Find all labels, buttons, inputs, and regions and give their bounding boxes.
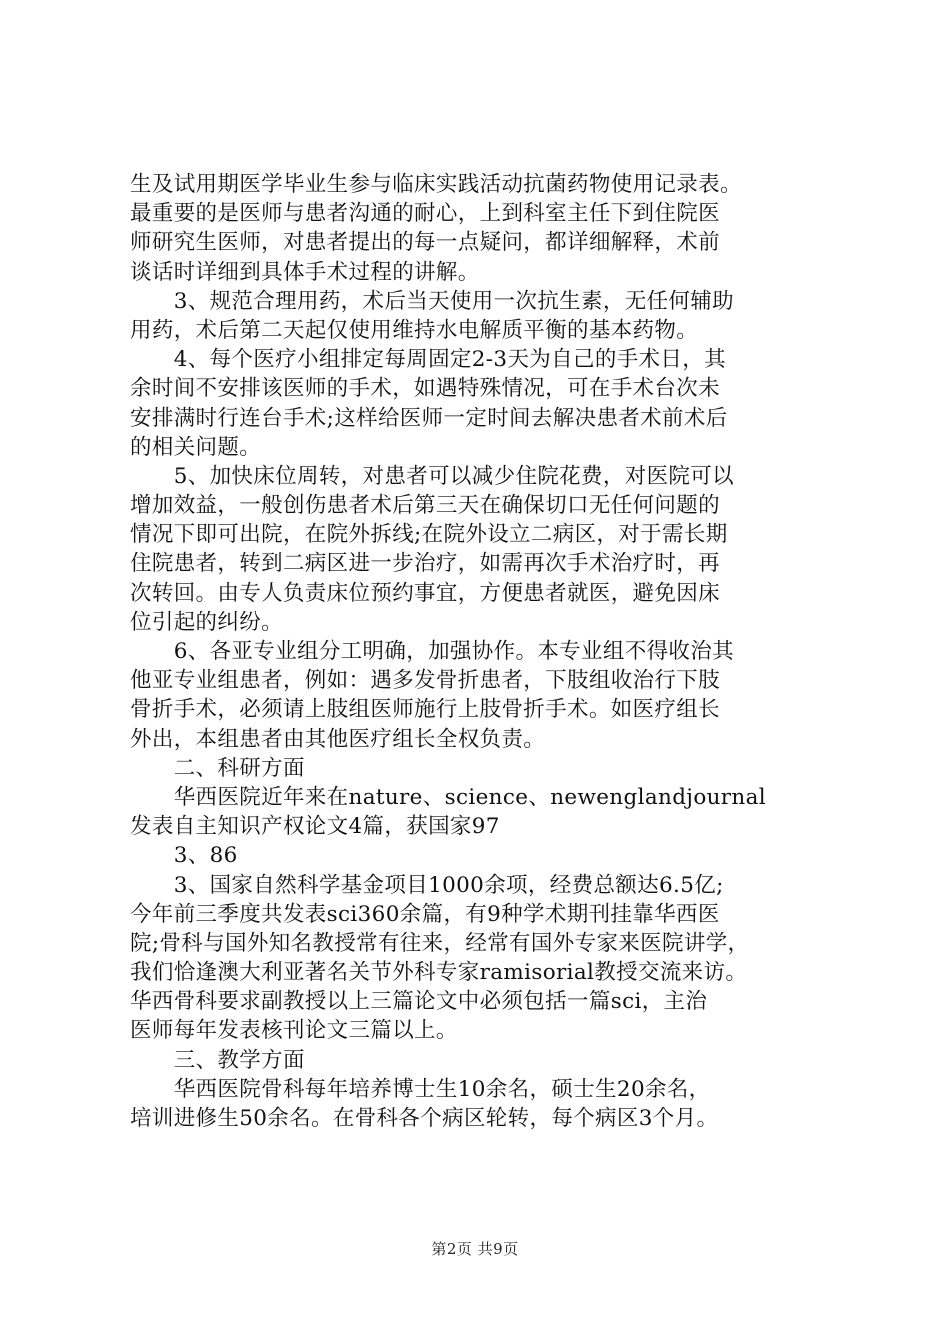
text-line: 3、86 [130, 843, 238, 869]
text-line: 余时间不安排该医师的手术，如遇特殊情况，可在手术台次未 [130, 376, 720, 402]
text-line: 最重要的是医师与患者沟通的耐心，上到科室主任下到住院医 [130, 201, 720, 227]
text-line: 他亚专业组患者，例如：遇多发骨折患者，下肢组收治行下肢 [130, 668, 720, 694]
text-line: 3、规范合理用药，术后当天使用一次抗生素，无任何辅助 [130, 288, 734, 314]
text-line: 师研究生医师，对患者提出的每一点疑问，都详细解释，术前 [130, 230, 720, 256]
section-heading: 三、教学方面 [130, 1047, 305, 1073]
page-footer: 第2页 共9页 [431, 1240, 519, 1258]
text-line: 华西骨科要求副教授以上三篇论文中必须包括一篇sci，主治 [130, 989, 708, 1015]
text-line: 华西医院骨科每年培养博士生10余名，硕士生20余名， [130, 1076, 711, 1102]
text-line: 6、各亚专业组分工明确，加强协作。本专业组不得收治其 [130, 639, 734, 664]
document-body [130, 170, 830, 1133]
text-line: 住院患者，转到二病区进一步治疗，如需再次手术治疗时，再 [130, 551, 720, 577]
text-line: 今年前三季度共发表sci360余篇，有9种学术期刊挂靠华西医 [130, 901, 720, 927]
text-line: 发表自主知识产权论文4篇，获国家97 [130, 814, 500, 840]
text-line: 的相关问题。 [130, 434, 262, 460]
text-line: 院;骨科与国外知名教授常有往来，经常有国外专家来医院讲学， [130, 930, 750, 956]
text-line: 骨折手术，必须请上肢组医师施行上肢骨折手术。如医疗组长 [130, 697, 720, 723]
text-line: 谈话时详细到具体手术过程的讲解。 [130, 259, 480, 285]
text-line: 用药，术后第二天起仅使用维持水电解质平衡的基本药物。 [130, 317, 699, 343]
text-line: 5、加快床位周转，对患者可以减少住院花费，对医院可以 [130, 463, 734, 489]
text-line: 我们恰逢澳大利亚著名关节外科专家ramisorial教授交流来访。 [130, 960, 748, 986]
text-line: 3、国家自然科学基金项目1000余项，经费总额达6.5亿; [130, 872, 724, 898]
section-heading: 二、科研方面 [130, 755, 305, 781]
text-line: 培训进修生50余名。在骨科各个病区轮转，每个病区3个月。 [130, 1106, 719, 1131]
text-line: 增加效益，一般创伤患者术后第三天在确保切口无任何问题的 [130, 493, 720, 519]
text-line: 次转回。由专人负责床位预约事宜，方便患者就医，避免因床 [130, 580, 720, 606]
text-line: 医师每年发表核刊论文三篇以上。 [130, 1018, 458, 1044]
text-line: 外出，本组患者由其他医疗组长全权负责。 [130, 726, 546, 752]
text-line: 生及试用期医学毕业生参与临床实践活动抗菌药物使用记录表。 [130, 172, 742, 197]
text-line: 安排满时行连台手术;这样给医师一定时间去解决患者术前术后 [130, 405, 728, 431]
text-line: 华西医院近年来在nature、science、newenglandjournal [130, 784, 767, 810]
text-line: 情况下即可出院，在院外拆线;在院外设立二病区，对于需长期 [130, 522, 728, 548]
text-line: 4、每个医疗小组排定每周固定2-3天为自己的手术日，其 [130, 347, 726, 373]
text-line: 位引起的纠纷。 [130, 609, 283, 635]
